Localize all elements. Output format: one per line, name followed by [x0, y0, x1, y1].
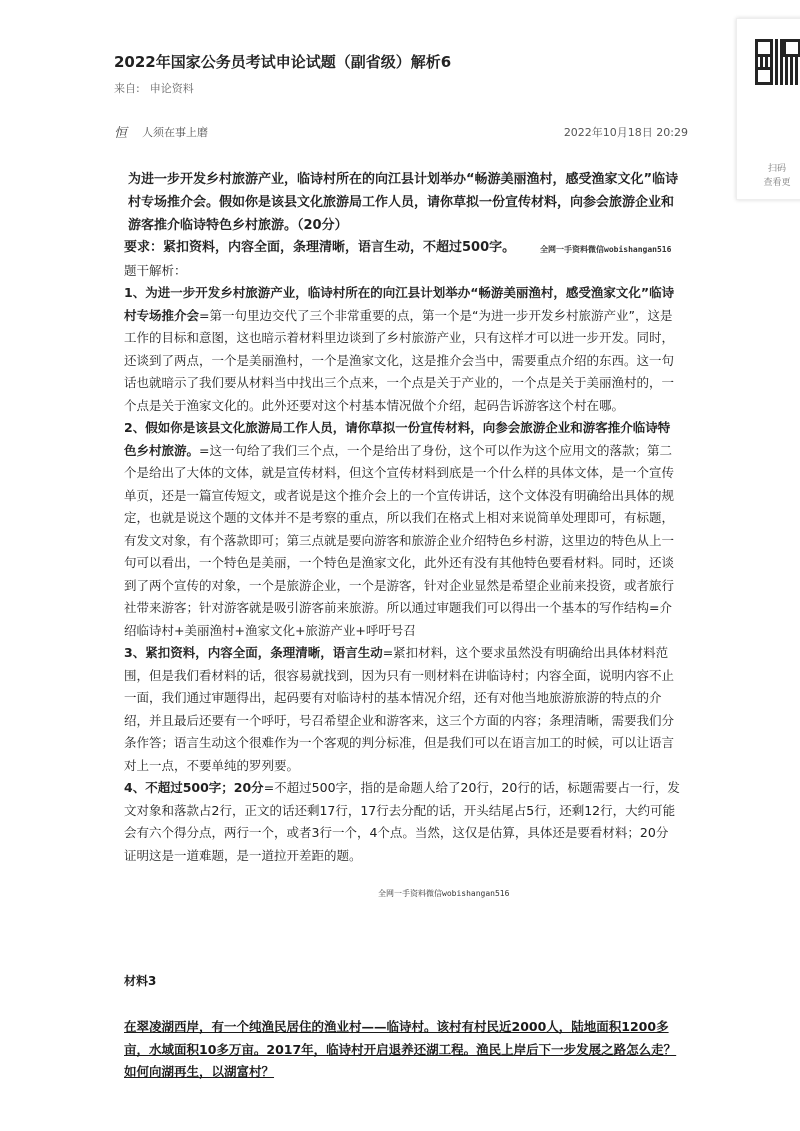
question-intro: 为进一步开发乡村旅游产业，临诗村所在的向江县计划举办“畅游美丽渔村，感受渔家文化”临诗村专场推介会。假如你是该县文化旅游局工作人员，请你草拟一份宣传材料，向参会旅游企业和游客推介临诗特色乡村旅游。（20分）: [128, 172, 679, 233]
point-2-text: =这一句给了我们三个点，一个是给出了身份，这个可以作为这个应用文的落款；第二个是给出了大体的文体，就是宣传材料，但这个宣传材料到底是一个什么样的具体文体，是一个宣传单页，还是一篇宣传短文，或者说是这个推介会上的一个宣传讲话，这个文体没有明确给出具体的规定，也就是说这个题的文体并不是考察的重点，所以我们在格式上相对来说简单处理即可，有标题，有发文对象，有个落款即可；第三点就是要向游客和旅游企业介绍特色乡村游，这里边的特色从上一句可以看出，一个特色是美丽，一个特色是渔家文化，此外还有没有其他特色要看材料。同时，还谈到了两个宣传的对象，一个是旅游企业，一个是游客，针对企业显然是希望企业前来投资，或者旅行社带来游客；针对游客就是吸引游客前来旅游。所以通过审题我们可以得出一个基本的写作结构=介绍临诗村+美丽渔村+渔家文化+旅游产业+呼吁号召: [124, 442, 675, 638]
qr-caption-line1: 扫码: [767, 164, 786, 174]
point-3-text: =紧扣材料，这个要求虽然没有明确给出具体材料范围，但是我们看材料的话，很容易就找到，因为只有一则材料在讲临诗村；内容全面，说明内容不止一面，我们通过审题得出，起码要有对临诗村的基本情况介绍，还有对他当地旅游旅游的特点的介绍，并且最后还要有一个呼吁，号召希望企业和游客来，这三个方面的内容；条理清晰，需要我们分条作答；语言生动这个很难作为一个客观的判分标准，但是我们可以在语言加工的时候，可以让语言对上一点，不要单纯的罗列要。: [124, 645, 675, 773]
point-2-bold: 2、假如你是该县文化旅游局工作人员，请你草拟一份宣传材料，向参会旅游企业和游客推介临诗特色乡村旅游。: [124, 420, 671, 458]
analysis-point-2: [124, 417, 680, 642]
analysis-point-4: [124, 777, 680, 867]
point-1-text: =第一句里边交代了三个非常重要的点，第一个是“为进一步开发乡村旅游产业”，这是工作的目标和意图，这也暗示着材料里边谈到了乡村旅游产业，只有这样才可以进一步开发。同时，还谈到了两点，一个是美丽渔村，一个是渔家文化，这是推介会当中，需要重点介绍的东西。这一句话也就暗示了我们要从材料当中找出三个点来，一个点是关于产业的，一个点是关于美丽渔村的，一个点是关于渔家文化的。此外还要对这个村基本情况做个介绍，起码告诉游客这个村在哪。: [124, 307, 675, 413]
publish-date: 2022年10月18日 20:29: [563, 126, 688, 139]
point-1-bold: 1、为进一步开发乡村旅游产业，临诗村所在的向江县计划举办“畅游美丽渔村，感受渔家文化”临诗村专场推介会: [124, 285, 675, 323]
requirement-row: [124, 237, 680, 260]
analysis-heading: 题干解析：: [124, 262, 187, 278]
material-text-underlined: 在翠凌湖西岸，有一个纯渔民居住的渔业村——临诗村。该村有村民近2000人，陆地面积1200多亩，水域面积10多万亩。2017年，临诗村开启退养还湖工程。渔民上岸后下一步发展之路怎么走？如何向湖再生，以湖富村？: [124, 1019, 677, 1079]
material-label: 材料3: [124, 974, 157, 988]
point-3-bold: 3、紧扣资料，内容全面，条理清晰，语言生动: [124, 645, 383, 660]
source-label: 来自:: [114, 82, 140, 95]
analysis-point-1: [124, 282, 680, 417]
author-logo[interactable]: 恒: [114, 126, 128, 141]
author-name[interactable]: 人须在事上磨: [142, 126, 208, 139]
point-4-bold: 4、不超过500字；20分: [124, 780, 264, 795]
article-body: [124, 168, 680, 867]
point-4-text: =不超过500字，指的是命题人给了20行，20行的话，标题需要占一行，发文对象和落款占2行，正文的话还剩17行，17行去分配的话，开头结尾占5行，还剩12行，大约可能会有六个得分点，两行一个，或者3行一个，4个点。当然，这仅是估算，具体还是要看材料；20分证明这是一道难题，是一道拉开差距的题。: [124, 780, 680, 863]
article-header: [114, 50, 714, 96]
watermark-text: 全网一手资料微信wobishangan516: [540, 245, 672, 254]
material-text: [124, 1016, 680, 1084]
source-link[interactable]: 申论资料: [149, 82, 194, 95]
question-requirement: 要求：紧扣资料，内容全面，条理清晰，语言生动，不超过500字。: [124, 240, 516, 255]
qr-code-card[interactable]: [736, 18, 800, 200]
watermark-text-2: 全网一手资料微信wobishangan516: [378, 889, 510, 898]
analysis-point-3: [124, 642, 680, 777]
qr-caption-line2: 查看更: [763, 178, 791, 188]
article-source: [114, 80, 714, 96]
qr-code-icon: [755, 39, 800, 85]
author-row: [114, 122, 688, 140]
article-title: 2022年国家公务员考试申论试题（副省级）解析6: [114, 53, 452, 71]
